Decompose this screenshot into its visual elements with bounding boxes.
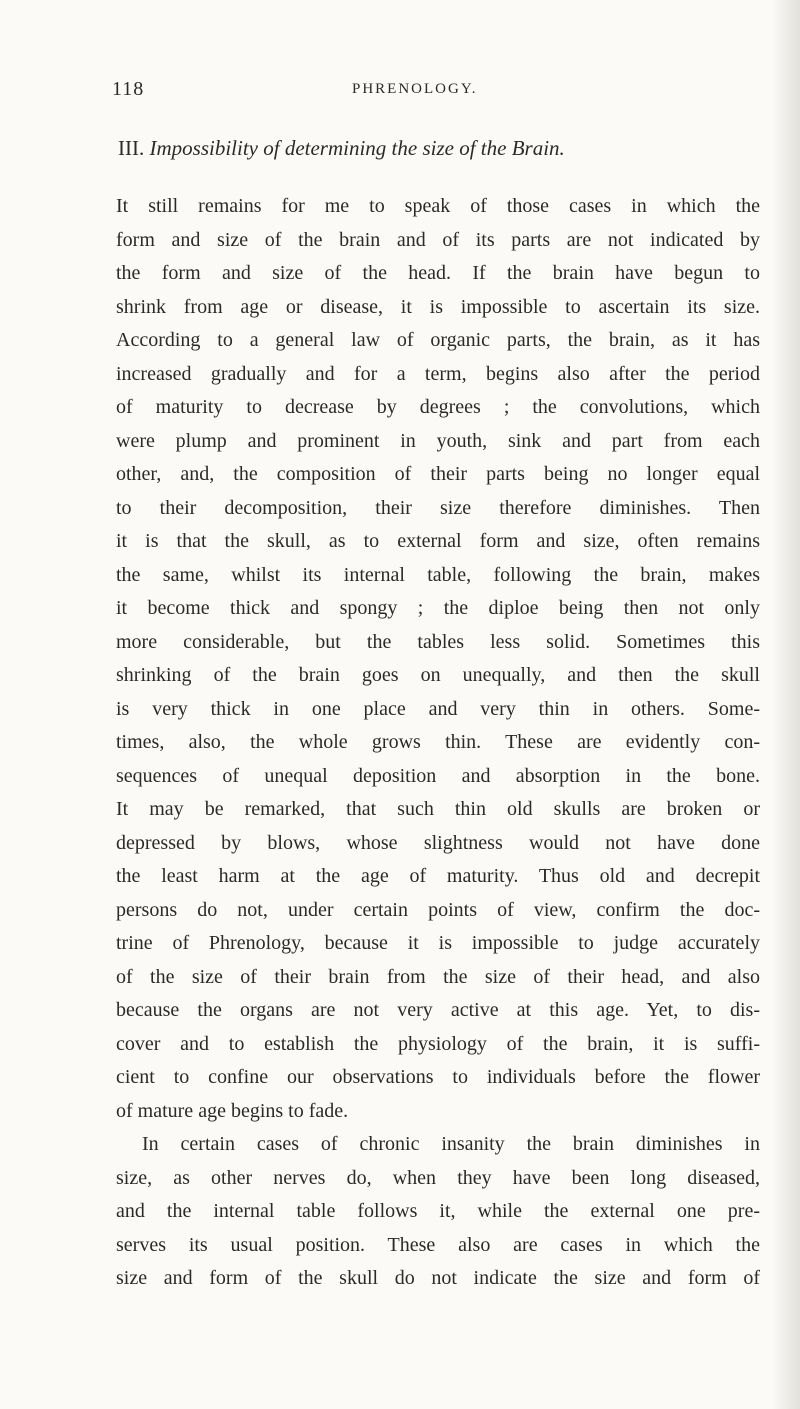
text-line: it become thick and spongy ; the diploe being then not only (116, 597, 760, 619)
section-numeral: III. (118, 136, 145, 160)
text-line: size, as other nerves do, when they have been long diseased, (116, 1166, 760, 1189)
text-line: and the internal table follows it, while the external one pre- (116, 1200, 760, 1222)
text-line: trine of Phrenology, because it is impossible to judge accurately (116, 932, 760, 954)
text-line: increased gradually and for a term, begins also after the period (116, 362, 760, 385)
body-text (116, 190, 760, 1296)
text-line: were plump and prominent in youth, sink and part from each (116, 429, 760, 452)
text-line: In certain cases of chronic insanity the brain diminishes in (142, 1133, 760, 1155)
text-line: persons do not, under certain points of view, confirm the doc- (116, 898, 760, 921)
text-line: size and form of the skull do not indicate the size and form of (116, 1267, 760, 1289)
text-line: the least harm at the age of maturity. Thus old and decrepit (116, 865, 760, 887)
text-line: to their decomposition, their size therefore diminishes. Then (116, 496, 760, 519)
page-edge-shadow (772, 0, 800, 1409)
text-line: form and size of the brain and of its parts are not indicated by (116, 228, 760, 251)
text-line: of the size of their brain from the size of their head, and also (116, 965, 760, 988)
text-line: cover and to establish the physiology of the brain, it is suffi- (116, 1032, 760, 1055)
text-line: of mature age begins to fade. (116, 1099, 349, 1122)
text-line: serves its usual position. These also are cases in which the (116, 1233, 760, 1256)
text-line: sequences of unequal deposition and absorption in the bone. (116, 764, 760, 787)
text-line: more considerable, but the tables less solid. Sometimes this (116, 630, 760, 653)
text-line: shrinking of the brain goes on unequally, and then the skull (116, 664, 760, 686)
page-header (112, 78, 752, 108)
text-line: depressed by blows, whose slightness would not have done (116, 831, 760, 854)
text-line: of maturity to decrease by degrees ; the convolutions, which (116, 396, 760, 418)
section-heading (118, 136, 565, 161)
text-line: the same, whilst its internal table, following the brain, makes (116, 563, 760, 586)
text-line: other, and, the composition of their parts being no longer equal (116, 463, 760, 485)
text-line: it is that the skull, as to external form and size, often remains (116, 530, 760, 552)
text-line: times, also, the whole grows thin. These are evidently con- (116, 731, 760, 753)
text-line: It still remains for me to speak of those cases in which the (116, 195, 760, 217)
page-number: 118 (112, 78, 145, 100)
text-line: shrink from age or disease, it is impossible to ascertain its size. (116, 295, 760, 318)
text-line: cient to confine our observations to individuals before the flower (116, 1066, 760, 1088)
text-line: because the organs are not very active at this age. Yet, to dis- (116, 999, 760, 1021)
text-line: is very thick in one place and very thin in others. Some- (116, 697, 760, 720)
text-line: It may be remarked, that such thin old skulls are broken or (116, 798, 760, 820)
running-head: PHRENOLOGY. (352, 81, 478, 97)
text-line: the form and size of the head. If the brain have begun to (116, 262, 760, 284)
text-line: According to a general law of organic parts, the brain, as it has (116, 329, 760, 351)
section-title: Impossibility of determining the size of the Brain. (149, 136, 565, 160)
